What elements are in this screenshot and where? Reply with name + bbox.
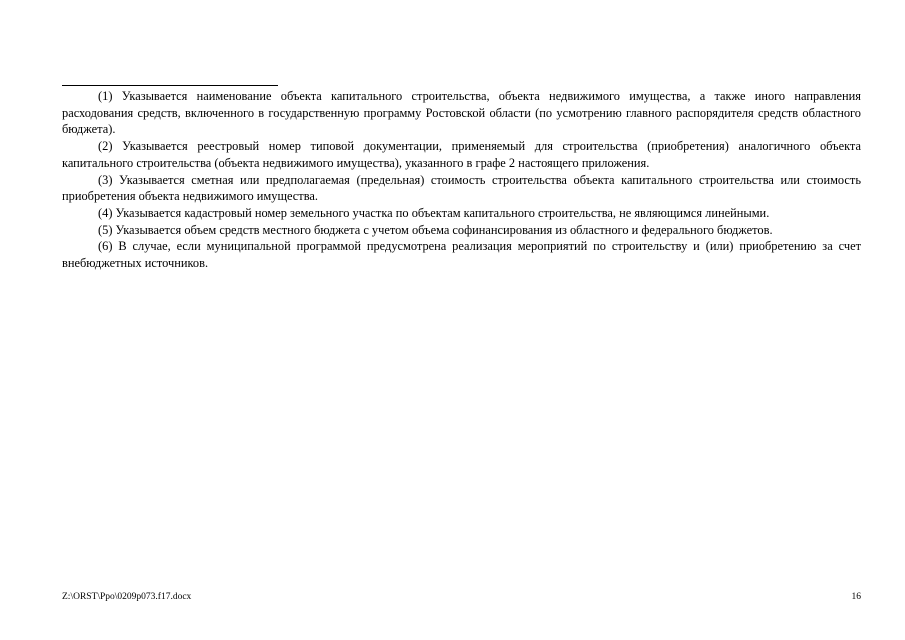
footnote-4: (4) Указывается кадастровый номер земельного участка по объектам капитального строительства, не являющимся линейными. xyxy=(98,205,770,220)
footnotes-block xyxy=(62,88,861,272)
footnote-3: (3) Указывается сметная или предполагаемая (предельная) стоимость строительства объекта капитального строительства или стоимость приобретения объекта недвижимого имущества. xyxy=(62,172,861,204)
footnote-separator xyxy=(62,85,278,86)
footnote-1: (1) Указывается наименование объекта капитального строительства, объекта недвижимого имущества, а также иного направления расходования средств, включенного в государственную программу Ростовской области (по усмотрению главного распорядителя средств областного бюджета). xyxy=(62,89,861,137)
footer-file-path: Z:\ORST\Ppo\0209p073.f17.docx xyxy=(62,592,192,602)
footnote-5: (5) Указывается объем средств местного бюджета с учетом объема софинансирования из областного и федерального бюджетов. xyxy=(98,222,773,237)
footnote-2: (2) Указывается реестровый номер типовой документации, применяемый для строительства (приобретения) аналогичного объекта капитального строительства (объекта недвижимого имущества), указанного в графе 2 настоящего приложения. xyxy=(62,139,861,170)
footnote-6: (6) В случае, если муниципальной программой предусмотрена реализация мероприятий по строительству и (или) приобретению за счет внебюджетных источников. xyxy=(62,239,861,271)
page-number: 16 xyxy=(851,592,861,602)
